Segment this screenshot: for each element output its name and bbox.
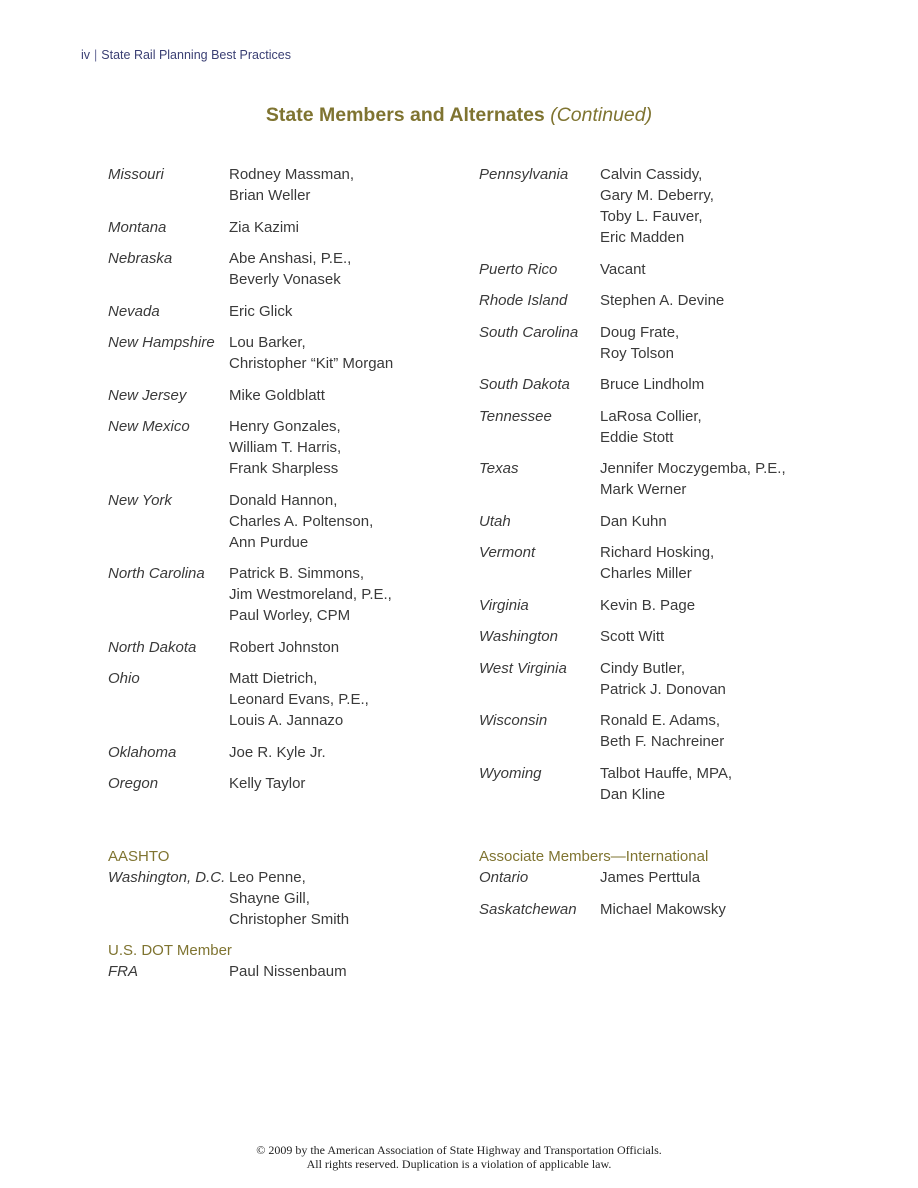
page-title <box>0 104 918 127</box>
member-names <box>600 290 724 311</box>
member-names <box>229 332 393 374</box>
member-names <box>229 490 373 553</box>
member-name: Leo Penne, <box>229 869 306 886</box>
state-name: Wisconsin <box>479 712 548 729</box>
member-names <box>600 322 679 364</box>
member-name: Lou Barker, <box>229 334 306 351</box>
member-names <box>229 742 326 763</box>
member-entry <box>108 248 448 290</box>
member-names <box>600 542 714 584</box>
member-entry <box>108 742 448 763</box>
member-entry <box>108 961 448 982</box>
member-name: Calvin Cassidy, <box>600 166 703 183</box>
member-name: Christopher Smith <box>229 911 350 928</box>
member-entry <box>479 259 819 280</box>
page-number: iv <box>81 48 91 62</box>
member-names <box>600 511 667 532</box>
state-name: South Carolina <box>479 323 579 341</box>
state-name: New Hampshire <box>108 334 215 351</box>
state-name: Ontario <box>479 869 529 886</box>
member-name: Beverly Vonasek <box>229 271 341 288</box>
member-entry <box>108 332 448 374</box>
member-names <box>600 867 700 888</box>
member-entry <box>108 164 448 206</box>
member-name: Mike Goldblatt <box>229 386 325 404</box>
member-name: Richard Hosking, <box>600 544 715 561</box>
state-name: Montana <box>108 218 167 236</box>
state-name: Pennsylvania <box>479 166 569 183</box>
member-entry <box>108 301 448 322</box>
member-names <box>229 217 299 238</box>
member-entry <box>108 668 448 731</box>
state-name: Nebraska <box>108 250 173 267</box>
member-name: Kevin B. Page <box>600 596 696 614</box>
state-name: Saskatchewan <box>479 900 577 918</box>
book-title: State Rail Planning Best Practices <box>101 48 291 62</box>
member-name: Paul Worley, CPM <box>229 607 351 624</box>
state-name: North Carolina <box>108 565 205 582</box>
aashto-heading: AASHTO <box>108 848 170 865</box>
member-names <box>229 773 305 794</box>
member-names <box>229 563 392 626</box>
member-entry <box>479 595 819 616</box>
member-name: Jim Westmoreland, P.E., <box>229 586 392 603</box>
member-name: Bruce Lindholm <box>600 376 705 393</box>
state-name: Washington, D.C. <box>108 869 226 886</box>
member-names <box>600 406 702 448</box>
member-names <box>600 374 704 395</box>
member-entry <box>479 406 819 448</box>
member-name: Toby L. Fauver, <box>600 208 703 225</box>
state-name: Oklahoma <box>108 743 177 761</box>
member-entry <box>479 511 819 532</box>
member-entry <box>479 374 819 395</box>
copyright-line-2: All rights reserved. Duplication is a violation of applicable law. <box>306 1157 612 1171</box>
member-name: Joe R. Kyle Jr. <box>229 743 326 761</box>
associate-list <box>479 867 819 920</box>
member-name: Roy Tolson <box>600 344 674 362</box>
copyright-line-1: © 2009 by the American Association of State Highway and Transportation Officials. <box>256 1143 662 1157</box>
member-names <box>600 595 695 616</box>
state-name: New York <box>108 491 172 509</box>
member-name: Matt Dietrich, <box>229 670 318 687</box>
member-name: Kelly Taylor <box>229 775 306 792</box>
state-name: Utah <box>479 512 511 530</box>
state-name: West Virginia <box>479 659 567 677</box>
header-separator: | <box>94 48 98 62</box>
state-name: South Dakota <box>479 376 570 393</box>
member-name: Patrick B. Simmons, <box>229 565 365 582</box>
member-entry <box>108 637 448 658</box>
state-name: Rhode Island <box>479 292 568 309</box>
state-name: Vermont <box>479 544 536 561</box>
member-entry <box>108 773 448 794</box>
member-entry <box>479 164 819 248</box>
member-names <box>600 259 646 280</box>
member-name: James Perttula <box>600 869 701 886</box>
member-entry <box>479 867 819 888</box>
member-names <box>229 637 339 658</box>
member-entry <box>108 385 448 406</box>
usdot-list <box>108 961 448 982</box>
member-entry <box>479 322 819 364</box>
member-entry <box>479 658 819 700</box>
usdot-heading: U.S. DOT Member <box>108 942 232 959</box>
member-name: Louis A. Jannazo <box>229 712 344 729</box>
member-name: Ronald E. Adams, <box>600 712 721 729</box>
member-entry <box>108 416 448 479</box>
member-name: Cindy Butler, <box>600 659 686 677</box>
member-entry <box>479 763 819 805</box>
member-names <box>600 899 726 920</box>
member-name: Dan Kline <box>600 785 666 803</box>
member-names <box>229 164 354 206</box>
state-name: Tennessee <box>479 407 552 425</box>
left-state-list <box>108 164 448 805</box>
member-name: Patrick J. Donovan <box>600 680 726 698</box>
member-names <box>600 710 724 752</box>
member-entry <box>479 458 819 500</box>
member-name: Brian Weller <box>229 187 311 204</box>
member-names <box>600 763 732 805</box>
member-name: Eric Glick <box>229 302 293 320</box>
member-entry <box>479 290 819 311</box>
member-name: Talbot Hauffe, MPA, <box>600 764 733 782</box>
member-name: Zia Kazimi <box>229 218 300 236</box>
member-names <box>229 248 351 290</box>
member-entry <box>479 710 819 752</box>
member-entry <box>479 626 819 647</box>
member-name: Henry Gonzales, <box>229 418 341 435</box>
member-name: Mark Werner <box>600 481 687 498</box>
title-main: State Members and Alternates <box>265 104 545 126</box>
state-name: New Mexico <box>108 418 190 435</box>
member-names <box>229 301 292 322</box>
member-names <box>600 658 726 700</box>
copyright-footer <box>0 1143 918 1171</box>
member-name: Donald Hannon, <box>229 491 338 509</box>
state-name: FRA <box>108 963 138 980</box>
member-names <box>600 626 664 647</box>
state-name: North Dakota <box>108 638 197 656</box>
member-name: Vacant <box>600 260 646 278</box>
member-name: Robert Johnston <box>229 638 340 656</box>
member-name: Doug Frate, <box>600 323 680 341</box>
associate-section <box>479 846 819 930</box>
member-name: Leonard Evans, P.E., <box>229 691 369 708</box>
member-name: Gary M. Deberry, <box>600 187 714 204</box>
member-entry <box>108 867 448 930</box>
state-name: Wyoming <box>479 764 542 782</box>
member-name: Dan Kuhn <box>600 512 667 530</box>
member-name: William T. Harris, <box>229 439 342 456</box>
state-name: Ohio <box>108 670 140 687</box>
member-name: Eric Madden <box>600 229 685 246</box>
member-name: Ann Purdue <box>229 533 309 551</box>
member-name: LaRosa Collier, <box>600 407 702 425</box>
state-name: Texas <box>479 460 519 477</box>
member-name: Scott Witt <box>600 628 665 645</box>
aashto-list <box>108 867 448 930</box>
member-name: Charles Miller <box>600 565 692 582</box>
state-name: Washington <box>479 628 558 645</box>
member-names <box>229 961 347 982</box>
associate-heading: Associate Members—International <box>479 848 709 865</box>
member-names <box>229 867 349 930</box>
member-name: Christopher “Kit” Morgan <box>229 355 394 372</box>
member-name: Paul Nissenbaum <box>229 963 347 980</box>
state-name: Missouri <box>108 166 164 183</box>
member-names <box>229 668 369 731</box>
member-entry <box>479 542 819 584</box>
member-names <box>600 164 714 248</box>
member-entry <box>479 899 819 920</box>
member-name: Eddie Stott <box>600 428 674 446</box>
member-name: Rodney Massman, <box>229 166 355 183</box>
member-names <box>600 458 786 500</box>
member-name: Jennifer Moczygemba, P.E., <box>600 460 786 477</box>
title-continued: (Continued) <box>550 104 653 126</box>
usdot-section <box>108 940 448 993</box>
member-entry <box>108 217 448 238</box>
state-name: Nevada <box>108 302 160 320</box>
state-name: Puerto Rico <box>479 260 558 278</box>
state-name: Oregon <box>108 775 159 792</box>
member-name: Frank Sharpless <box>229 460 339 477</box>
member-name: Beth F. Nachreiner <box>600 733 725 750</box>
member-names <box>229 385 325 406</box>
member-name: Charles A. Poltenson, <box>229 512 374 530</box>
state-name: Virginia <box>479 596 529 614</box>
member-entry <box>108 490 448 553</box>
right-state-list <box>479 164 819 815</box>
member-name: Stephen A. Devine <box>600 292 725 309</box>
aashto-section <box>108 846 448 941</box>
member-names <box>229 416 341 479</box>
member-entry <box>108 563 448 626</box>
running-header <box>81 48 291 62</box>
member-name: Abe Anshasi, P.E., <box>229 250 352 267</box>
member-name: Michael Makowsky <box>600 900 726 918</box>
state-name: New Jersey <box>108 386 187 404</box>
member-name: Shayne Gill, <box>229 890 310 907</box>
